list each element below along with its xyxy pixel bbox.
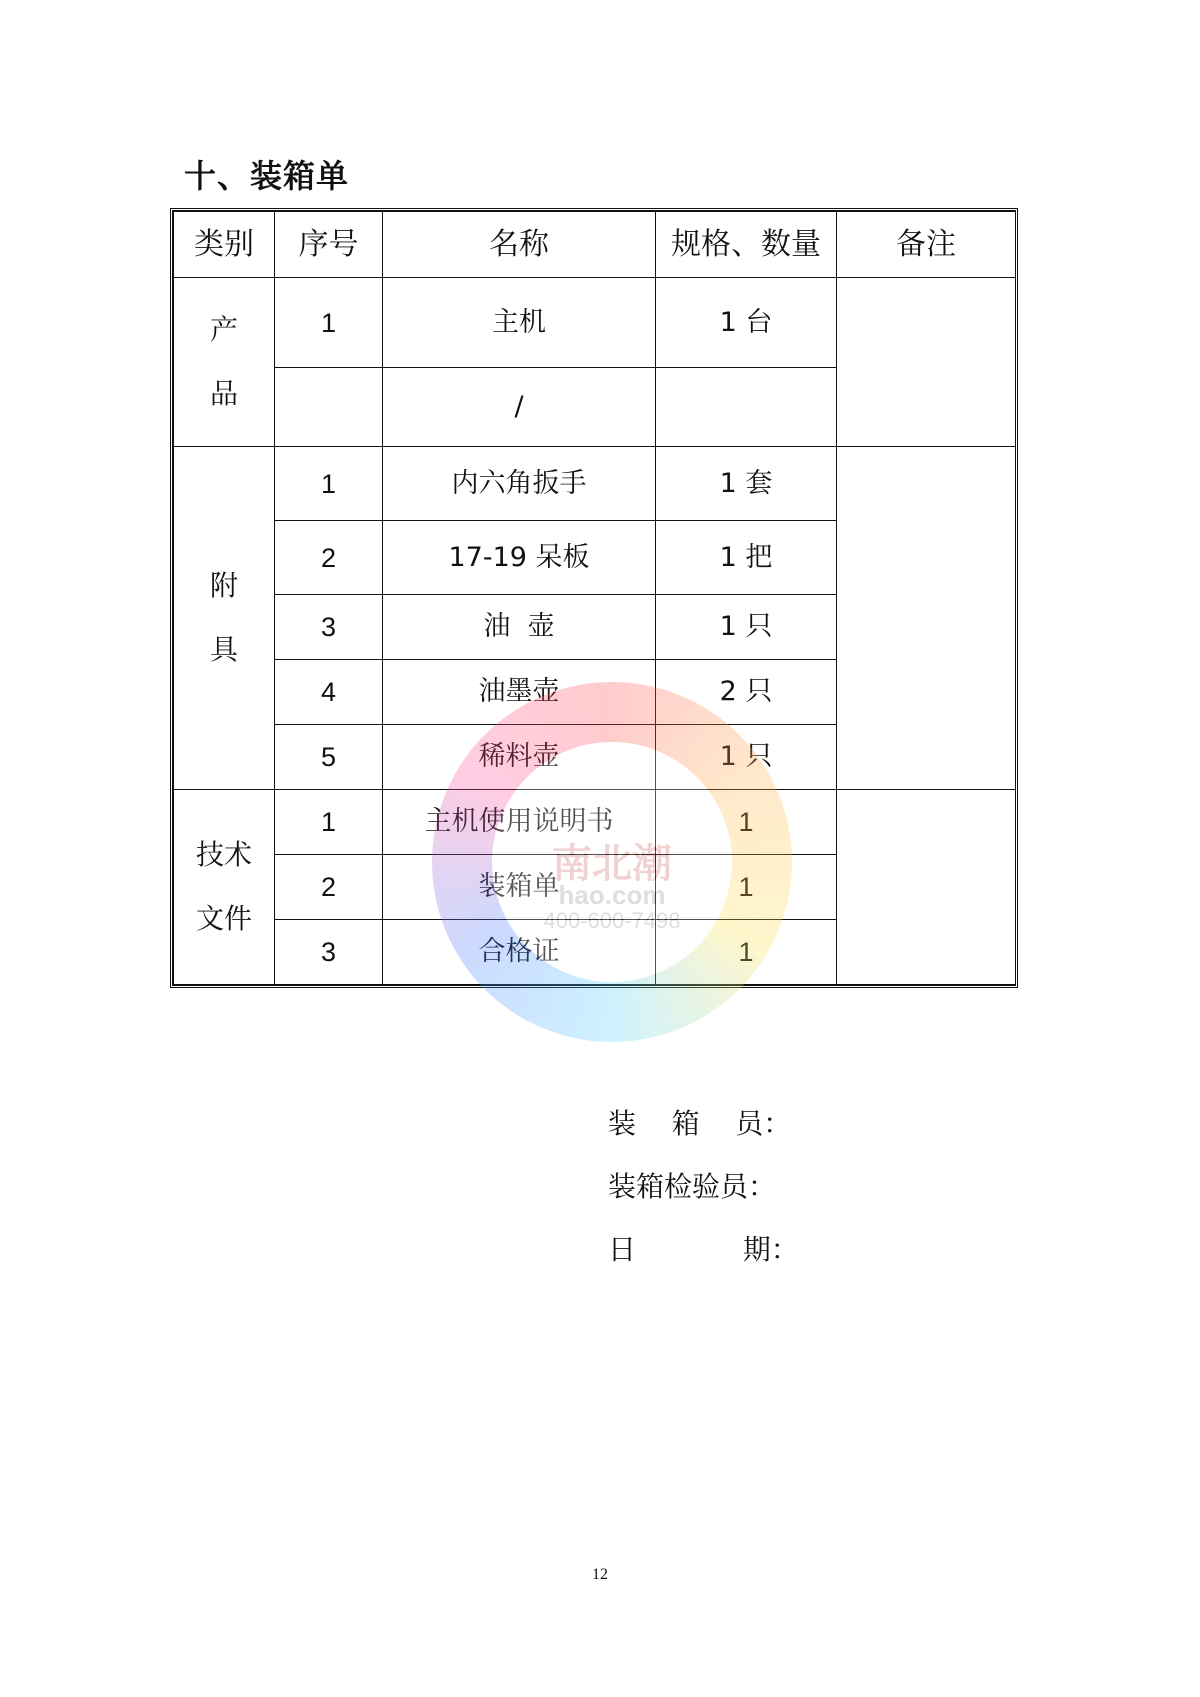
row-spec: 1 bbox=[656, 855, 837, 920]
row-spec: 1 bbox=[656, 790, 837, 855]
row-index bbox=[275, 368, 383, 447]
remark-cell-documents bbox=[837, 790, 1016, 985]
category-cell-documents bbox=[174, 790, 275, 985]
row-name: 装箱单 bbox=[383, 855, 656, 920]
watermark-domain: hao.com bbox=[558, 880, 666, 910]
category-label: 附具 bbox=[209, 569, 238, 666]
header-spec: 规格、数量 bbox=[656, 212, 837, 278]
packing-list-table bbox=[173, 211, 1016, 985]
page-number: 12 bbox=[592, 1566, 608, 1583]
row-name: 油 壶 bbox=[383, 595, 656, 660]
category-label: 技术文件 bbox=[195, 838, 252, 935]
row-spec: 1 台 bbox=[656, 278, 837, 368]
row-index: 1 bbox=[275, 447, 383, 521]
table-row bbox=[174, 278, 1016, 368]
row-name: 油墨壶 bbox=[383, 660, 656, 725]
row-index: 4 bbox=[275, 660, 383, 725]
category-label: 产品 bbox=[209, 313, 238, 410]
watermark-phone: 400-600-7498 bbox=[543, 908, 681, 933]
row-index: 5 bbox=[275, 725, 383, 790]
row-spec: 2 只 bbox=[656, 660, 837, 725]
packer-signature-label: 装 箱 员： bbox=[608, 1107, 792, 1140]
header-name: 名称 bbox=[383, 212, 656, 278]
row-index: 1 bbox=[275, 790, 383, 855]
row-spec: 1 只 bbox=[656, 595, 837, 660]
table-header-row bbox=[174, 212, 1016, 278]
row-name: 合格证 bbox=[383, 920, 656, 985]
row-index: 2 bbox=[275, 855, 383, 920]
row-spec: 1 只 bbox=[656, 725, 837, 790]
row-spec: 1 bbox=[656, 920, 837, 985]
signature-block bbox=[608, 1092, 799, 1281]
row-name: 17-19 呆板 bbox=[383, 521, 656, 595]
watermark-brand: 南北潮 bbox=[552, 841, 672, 887]
row-name: 主机使用说明书 bbox=[383, 790, 656, 855]
packing-list-table-frame bbox=[170, 208, 1018, 988]
date-label: 日 期： bbox=[608, 1233, 799, 1266]
category-cell-accessories bbox=[174, 447, 275, 790]
table-row bbox=[174, 447, 1016, 521]
table-row bbox=[174, 790, 1016, 855]
row-name: 主机 bbox=[383, 278, 656, 368]
header-category: 类别 bbox=[174, 212, 275, 278]
row-spec: 1 套 bbox=[656, 447, 837, 521]
remark-cell-accessories bbox=[837, 447, 1016, 790]
row-name: / bbox=[383, 368, 656, 447]
inspector-signature-label: 装箱检验员： bbox=[608, 1170, 777, 1203]
row-spec bbox=[656, 368, 837, 447]
remark-cell-product bbox=[837, 278, 1016, 447]
row-spec: 1 把 bbox=[656, 521, 837, 595]
section-title: 十、装箱单 bbox=[184, 157, 350, 195]
header-remark: 备注 bbox=[837, 212, 1016, 278]
category-cell-product bbox=[174, 278, 275, 447]
row-name: 内六角扳手 bbox=[383, 447, 656, 521]
row-name: 稀料壶 bbox=[383, 725, 656, 790]
row-index: 1 bbox=[275, 278, 383, 368]
row-index: 3 bbox=[275, 595, 383, 660]
header-index: 序号 bbox=[275, 212, 383, 278]
row-index: 3 bbox=[275, 920, 383, 985]
row-index: 2 bbox=[275, 521, 383, 595]
